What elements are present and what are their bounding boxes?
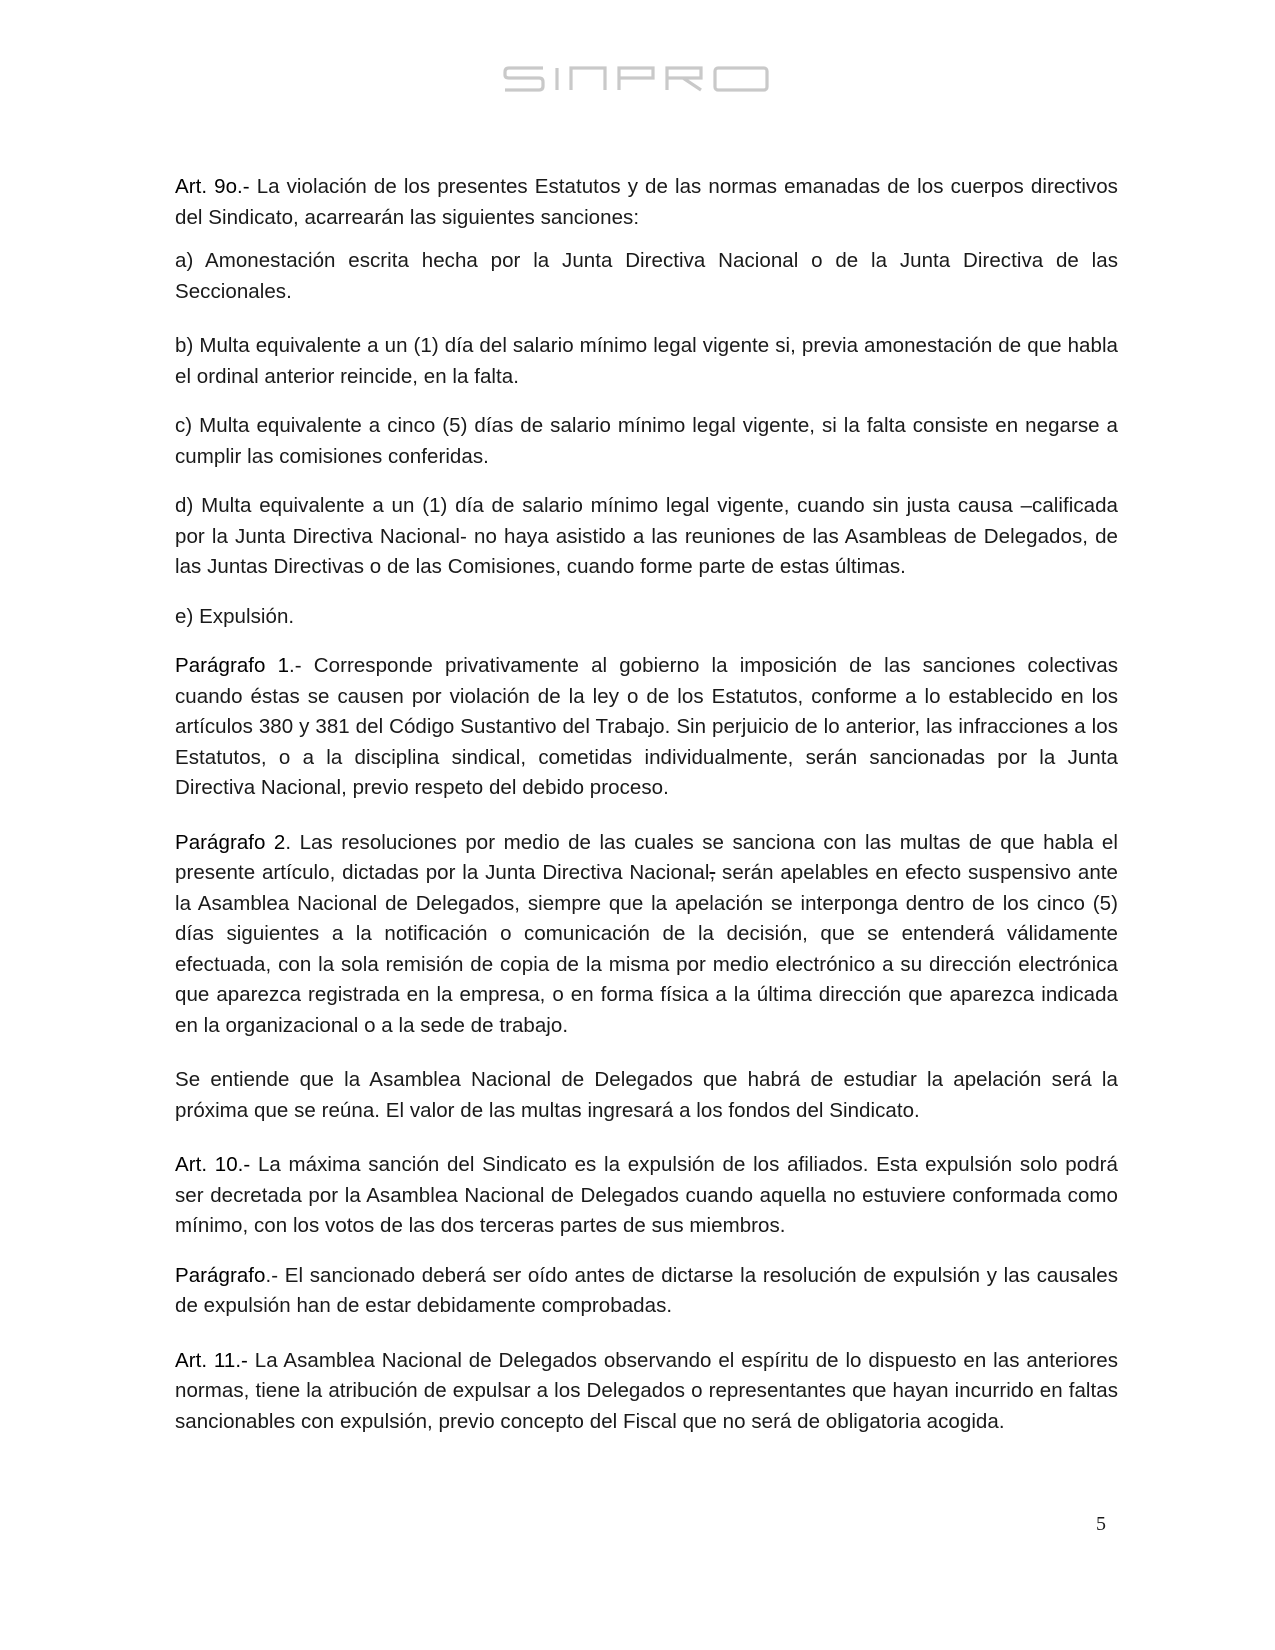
article-10-paragraph-text: .- El sancionado deberá ser oído antes de dictarse la resolución de expulsión y las causales de expulsión han de estar debidamente comprobadas. [175,1263,1118,1317]
article-9-label: Art. 9o.- [175,175,250,198]
paragraph-2 [175,828,1118,1042]
article-10-paragraph [175,1261,1118,1322]
paragraph-2-text-after: serán apelables en efecto suspensivo ante la Asamblea Nacional de Delegados, siempre que la apelación se interponga dentro de los cinco (5) días siguientes a la notificación o comunicación de la decisión, que se entenderá válidamente efectuada, con la sola remisión de copia de la misma por medio electrónico a su dirección electrónica que aparezca registrada en la empresa, o en forma física a la última dirección que aparezca indicada en la organizacional o a la sede de trabajo. [175,861,1118,1037]
paragraph-1-text: .- Corresponde privativamente al gobierno la imposición de las sanciones colectivas cuando éstas se causen por violación de la ley o de los Estatutos, conforme a lo establecido en los artículos 380 y 381 del Código Sustantivo del Trabajo. Sin perjuicio de lo anterior, las infracciones a los Estatutos, o a la disciplina sindical, cometidas individualmente, serán sancionadas por la Junta Directiva Nacional, previo respeto del debido proceso. [175,654,1118,799]
article-11-label: Art. 11.- [175,1348,248,1372]
sanction-e: e) Expulsión. [175,604,295,628]
paragraph-2-text-before: . Las resoluciones por medio de las cuales se sanciona con las multas de que habla el presente artículo, dictadas por la Junta Directiva Nacional [175,830,1118,884]
appeal-note: Se entiende que la Asamblea Nacional de Delegados que habrá de estudiar la apelación será la próxima que se reúna. El valor de las multas ingresará a los fondos del Sindicato. [175,1068,1118,1122]
article-11-text: La Asamblea Nacional de Delegados observando el espíritu de lo dispuesto en las anteriores normas, tiene la atribución de expulsar a los Delegados o representantes que hayan incurrido en faltas sancionables con expulsión, previo concepto del Fiscal que no será de obligatoria acogida. [175,1348,1118,1433]
article-9 [175,172,1118,233]
page-number: 5 [1096,1513,1106,1535]
sanction-a: a) Amonestación escrita hecha por la Junta Directiva Nacional o de la Junta Directiva de las Seccionales. [175,249,1118,303]
article-10-label: Art. 10.- [175,1153,251,1176]
sanction-d: d) Multa equivalente a un (1) día de salario mínimo legal vigente, cuando sin justa causa –calificada por la Junta Directiva Nacional- no haya asistido a las reuniones de las Asambleas de Delegados, de las Juntas Directivas o de las Comisiones, cuando forme parte de estas últimas. [175,494,1118,578]
article-10-text: La máxima sanción del Sindicato es la expulsión de los afiliados. Esta expulsión solo podrá ser decretada por la Asamblea Nacional de Delegados cuando aquella no estuviere conformada como mínimo, con los votos de las dos terceras partes de sus miembros. [175,1153,1118,1237]
article-9-text: La violación de los presentes Estatutos y de las normas emanadas de los cuerpos directivos del Sindicato, acarrearán las siguientes sanciones: [175,175,1118,229]
document-body [175,172,1118,1437]
sinpro-logo [0,64,1275,99]
sanction-c: c) Multa equivalente a cinco (5) días de salario mínimo legal vigente, si la falta consiste en negarse a cumplir las comisiones conferidas. [175,414,1118,468]
paragraph-2-struck-comma: , [709,861,716,884]
sanction-b: b) Multa equivalente a un (1) día del salario mínimo legal vigente si, previa amonestación de que habla el ordinal anterior reincide, en la falta. [175,334,1118,388]
article-10-paragraph-label: Parágrafo [175,1263,266,1287]
article-10 [175,1150,1118,1242]
paragraph-2-label: Parágrafo 2 [175,830,286,854]
sinpro-logo-mark [503,64,773,94]
paragraph-1-label: Parágrafo 1 [175,654,290,677]
article-11 [175,1346,1118,1438]
paragraph-1 [175,651,1118,804]
